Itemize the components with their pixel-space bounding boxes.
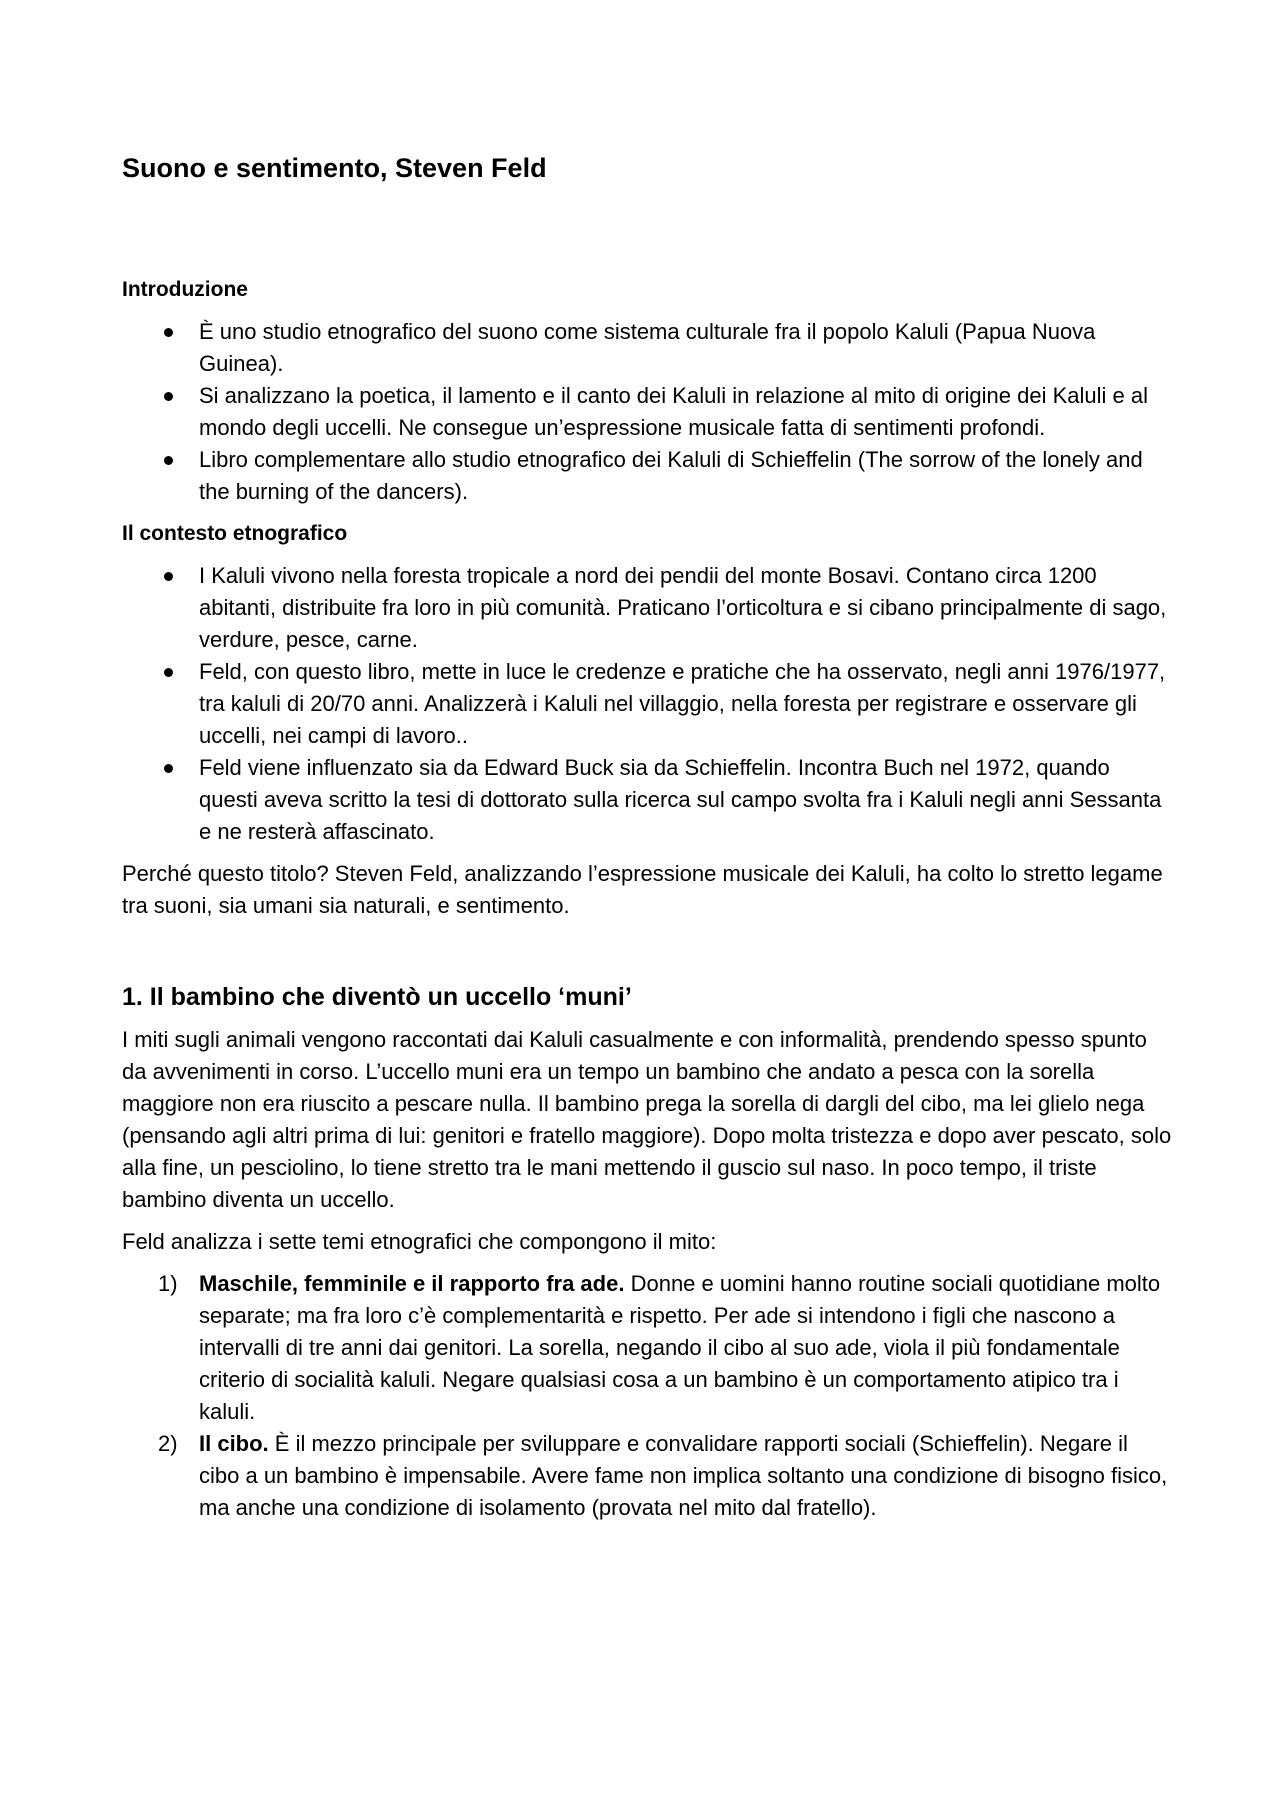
bullet-icon [164, 456, 173, 465]
intro-bullet-list [122, 316, 1172, 508]
chapter-1-heading: 1. Il bambino che diventò un uccello ‘muni’ [122, 983, 632, 1011]
theme-number: 1) [158, 1271, 178, 1296]
intro-bullet-text: Si analizzano la poetica, il lamento e il canto dei Kaluli in relazione al mito di origine dei Kaluli e al mondo degli uccelli. Ne consegue un’espressione musicale fatta di sentimenti profondi. [199, 383, 1148, 440]
theme-lead: Il cibo. [199, 1431, 269, 1456]
theme-item [122, 1428, 1172, 1524]
bullet-icon [164, 328, 173, 337]
themes-list [122, 1268, 1172, 1524]
intro-bullet-item [122, 444, 1172, 508]
theme-text: Donne e uomini hanno routine sociali quotidiane molto separate; ma fra loro c’è complementarità e rispetto. Per ade si intendono i figli che nascono a intervalli di tre anni dai genitori. La sorella, negando il cibo al suo ade, viola il più fondamentale criterio di socialità kaluli. Negare qualsiasi cosa a un bambino è un comportamento atipico tra i kaluli. [199, 1271, 1161, 1424]
bullet-icon [164, 392, 173, 401]
intro-bullet-item [122, 380, 1172, 444]
bullet-icon [164, 668, 173, 677]
context-bullet-text: Feld viene influenzato sia da Edward Buck sia da Schieffelin. Incontra Buch nel 1972, quando questi aveva scritto la tesi di dottorato sulla ricerca sul campo svolta fra i Kaluli negli anni Sessanta e ne resterà affascinato. [199, 755, 1162, 844]
intro-bullet-text: È uno studio etnografico del suono come sistema culturale fra il popolo Kaluli (Papua Nuova Guinea). [199, 319, 1096, 376]
bullet-icon [164, 572, 173, 581]
theme-item [122, 1268, 1172, 1428]
themes-intro: Feld analizza i sette temi etnografici che compongono il mito: [122, 1229, 717, 1254]
theme-text: È il mezzo principale per sviluppare e convalidare rapporti sociali (Schieffelin). Negare il cibo a un bambino è impensabile. Avere fame non implica soltanto una condizione di bisogno fisico, ma anche una condizione di isolamento (provata nel mito dal fratello). [199, 1431, 1168, 1520]
context-bullet-list [122, 560, 1172, 848]
intro-bullet-item [122, 316, 1172, 380]
context-bullet-item [122, 656, 1172, 752]
intro-bullet-text: Libro complementare allo studio etnografico dei Kaluli di Schieffelin (The sorrow of the lonely and the burning of the dancers). [199, 447, 1143, 504]
theme-lead: Maschile, femminile e il rapporto fra ade. [199, 1271, 625, 1296]
context-bullet-text: Feld, con questo libro, mette in luce le credenze e pratiche che ha osservato, negli anni 1976/1977, tra kaluli di 20/70 anni. Analizzerà i Kaluli nel villaggio, nella foresta per registrare e osservare gli uccelli, nei campi di lavoro.. [199, 659, 1166, 748]
context-bullet-text: I Kaluli vivono nella foresta tropicale a nord dei pendii del monte Bosavi. Contano circa 1200 abitanti, distribuite fra loro in più comunità. Praticano l’orticoltura e si cibano principalmente di sago, verdure, pesce, carne. [199, 563, 1167, 652]
bullet-icon [164, 764, 173, 773]
chapter-1-paragraph: I miti sugli animali vengono raccontati dai Kaluli casualmente e con informalità, prendendo spesso spunto da avvenimenti in corso. L’uccello muni era un tempo un bambino che andato a pesca con la sorella maggiore non era riuscito a pescare nulla. Il bambino prega la sorella di dargli del cibo, ma lei glielo nega (pensando agli altri prima di lui: genitori e fratello maggiore). Dopo molta tristezza e dopo aver pescato, solo alla fine, un pesciolino, lo tiene stretto tra le mani mettendo il guscio sul naso. In poco tempo, il triste bambino diventa un uccello. [122, 1027, 1172, 1212]
spacer [122, 932, 1172, 980]
context-bullet-item [122, 560, 1172, 656]
section-heading-contesto: Il contesto etnografico [122, 522, 348, 545]
context-bullet-item [122, 752, 1172, 848]
title-question-paragraph: Perché questo titolo? Steven Feld, analizzando l’espressione musicale dei Kaluli, ha colto lo stretto legame tra suoni, sia umani sia naturali, e sentimento. [122, 861, 1163, 918]
theme-number: 2) [158, 1431, 178, 1456]
document-page [122, 150, 1172, 1524]
section-heading-introduzione: Introduzione [122, 278, 248, 301]
document-title: Suono e sentimento, Steven Feld [122, 153, 547, 183]
